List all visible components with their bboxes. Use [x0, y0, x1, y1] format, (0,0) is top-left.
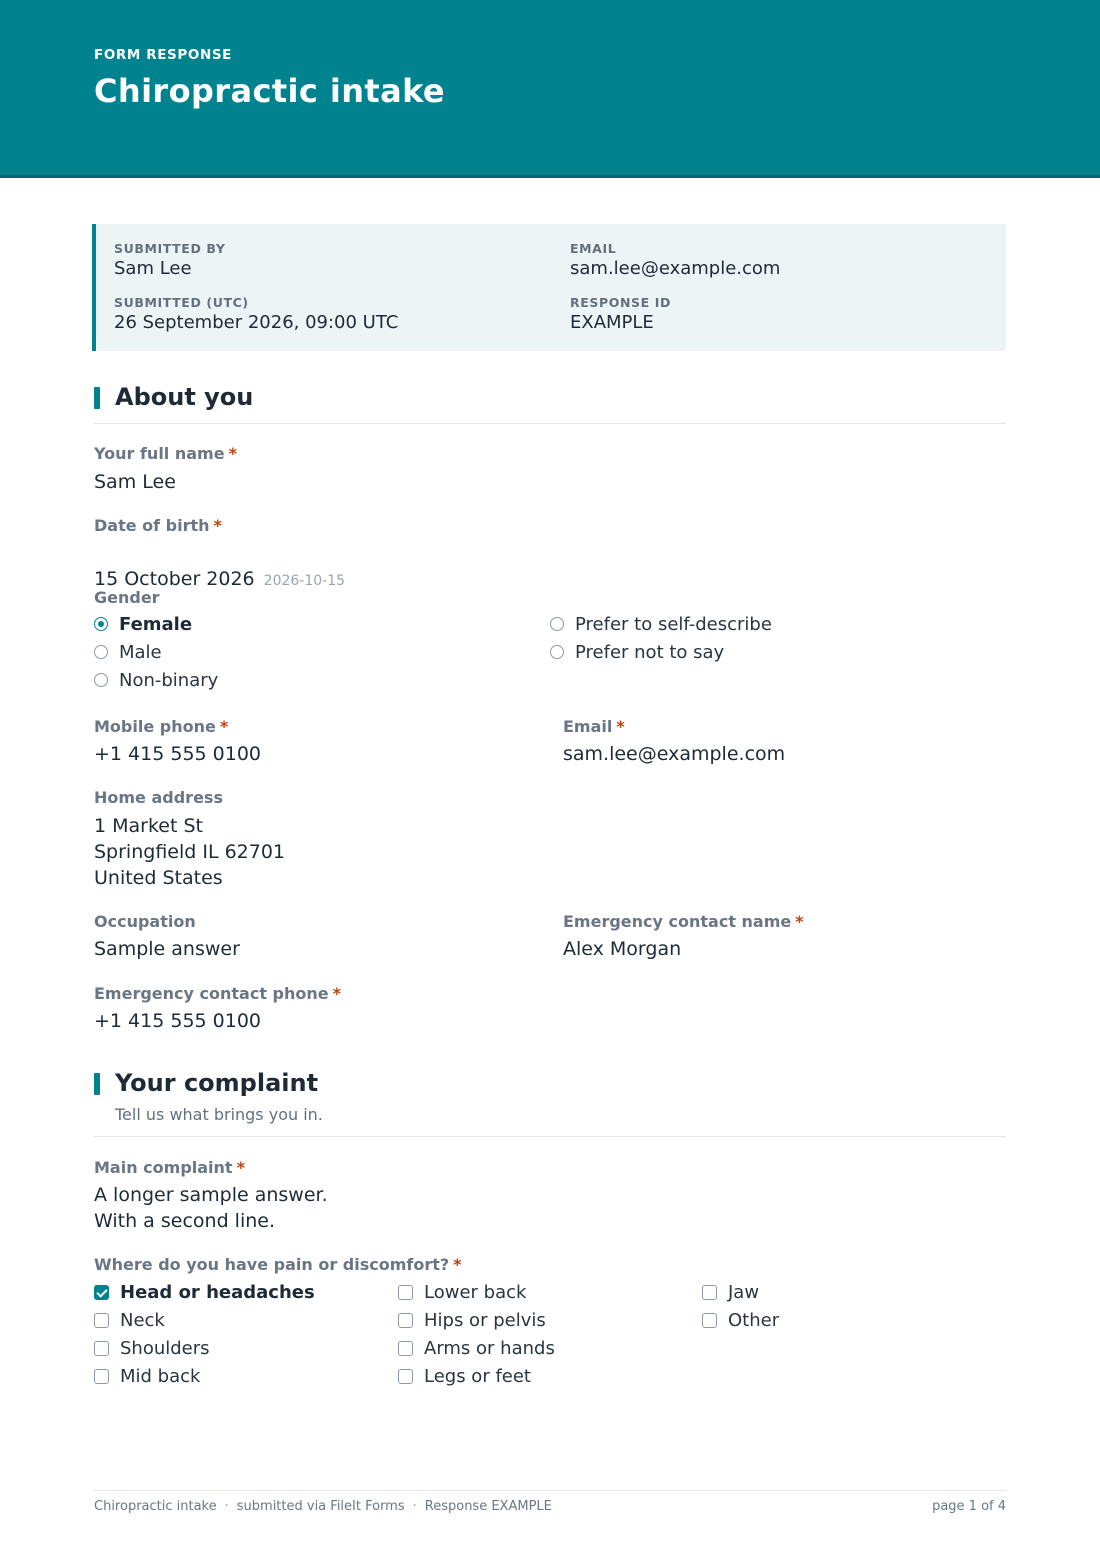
response-id-label: RESPONSE ID	[570, 295, 671, 310]
response-id	[570, 295, 671, 333]
required-marker: *	[616, 717, 625, 736]
checkbox-empty-icon	[702, 1285, 717, 1300]
footer-response: Response EXAMPLE	[424, 1499, 552, 1514]
submitted-utc	[114, 295, 398, 333]
form-header	[0, 0, 1100, 178]
footer-form-name: Chiropractic intake	[94, 1499, 217, 1514]
option-label: Neck	[120, 1309, 165, 1331]
answer-emergency-contact-phone: +1 415 555 0100	[94, 1010, 262, 1032]
checkbox-empty-icon	[94, 1313, 109, 1328]
checkbox-empty-icon	[398, 1369, 413, 1384]
required-marker: *	[795, 912, 804, 931]
gender-option-male	[94, 640, 162, 664]
question-label: Main complaint	[94, 1158, 233, 1177]
option-label: Other	[728, 1309, 780, 1331]
question-label: Emergency contact name	[563, 912, 792, 931]
section-accent-bar	[94, 387, 100, 409]
pain-option-other	[702, 1308, 779, 1332]
answer-emergency-contact-name: Alex Morgan	[563, 938, 682, 960]
radio-empty-icon	[550, 645, 564, 659]
question-occupation: Occupation	[94, 912, 196, 931]
question-emergency-contact-name	[563, 912, 804, 931]
question-label: Date of birth	[94, 516, 210, 535]
option-label: Lower back	[424, 1281, 527, 1303]
checkbox-empty-icon	[94, 1341, 109, 1356]
question-label: Your full name	[94, 444, 225, 463]
radio-empty-icon	[94, 645, 108, 659]
footer-divider	[94, 1490, 1006, 1491]
footer-via: submitted via FileIt Forms	[236, 1499, 405, 1514]
option-label: Non-binary	[119, 669, 219, 691]
pain-option-hips	[398, 1308, 546, 1332]
question-main-complaint	[94, 1158, 245, 1177]
question-date-of-birth	[94, 516, 222, 535]
answer-home-address: 1 Market St Springfield IL 62701 United States	[94, 815, 286, 889]
question-pain-areas	[94, 1255, 462, 1274]
required-marker: *	[453, 1255, 462, 1274]
submitted-by-value: Sam Lee	[114, 258, 192, 279]
section-title-text: About you	[115, 383, 254, 411]
pain-option-legs	[398, 1364, 531, 1388]
radio-empty-icon	[94, 673, 108, 687]
email-value: sam.lee@example.com	[570, 258, 781, 279]
pain-option-mid-back	[94, 1364, 200, 1388]
gender-option-female	[94, 612, 192, 636]
radio-selected-icon	[94, 617, 108, 631]
checkbox-empty-icon	[398, 1313, 413, 1328]
checkbox-checked-icon	[94, 1285, 109, 1300]
checkbox-empty-icon	[398, 1341, 413, 1356]
question-full-name	[94, 444, 237, 463]
gender-option-self-describe	[550, 612, 772, 636]
date-of-birth-value: 15 October 2026	[94, 568, 255, 590]
section-title-about-you	[94, 383, 253, 411]
option-label: Hips or pelvis	[424, 1309, 546, 1331]
option-label: Jaw	[728, 1281, 760, 1303]
date-of-birth-iso: 2026-10-15	[263, 573, 346, 589]
footer-info	[94, 1499, 552, 1514]
option-label: Prefer not to say	[575, 641, 725, 663]
required-marker: *	[228, 444, 237, 463]
option-label: Legs or feet	[424, 1365, 531, 1387]
question-label: Where do you have pain or discomfort?	[94, 1255, 450, 1274]
submitted-utc-value: 26 September 2026, 09:00 UTC	[114, 312, 399, 333]
question-home-address: Home address	[94, 788, 223, 807]
question-label: Mobile phone	[94, 717, 216, 736]
submission-meta-card	[92, 224, 1006, 351]
form-title: Chiropractic intake	[94, 72, 445, 110]
required-marker: *	[219, 717, 229, 736]
question-emergency-contact-phone	[94, 984, 341, 1003]
option-label: Prefer to self-describe	[575, 613, 772, 635]
checkbox-empty-icon	[702, 1313, 717, 1328]
pain-option-arms	[398, 1336, 555, 1360]
section-divider	[94, 1136, 1006, 1137]
response-id-value: EXAMPLE	[570, 312, 654, 333]
question-mobile-phone	[94, 717, 228, 736]
section-accent-bar	[94, 1073, 100, 1095]
section-divider	[94, 423, 1006, 424]
header-kicker: FORM RESPONSE	[94, 47, 232, 63]
footer-page-number: page 1 of 4	[932, 1499, 1006, 1514]
email-label: EMAIL	[570, 241, 617, 256]
required-marker: *	[236, 1158, 245, 1177]
submitted-utc-label: SUBMITTED (UTC)	[114, 295, 249, 310]
option-label: Female	[119, 613, 193, 635]
answer-mobile-phone: +1 415 555 0100	[94, 743, 262, 765]
required-marker: *	[213, 516, 222, 535]
pain-option-shoulders	[94, 1336, 210, 1360]
pain-option-jaw	[702, 1280, 759, 1304]
pain-option-head	[94, 1280, 315, 1304]
checkbox-empty-icon	[94, 1369, 109, 1384]
option-label: Shoulders	[120, 1337, 210, 1359]
option-label: Head or headaches	[120, 1281, 315, 1303]
footer-separator: ·	[412, 1499, 417, 1514]
radio-empty-icon	[550, 617, 564, 631]
checkbox-empty-icon	[398, 1285, 413, 1300]
gender-option-prefer-not	[550, 640, 724, 664]
section-title-your-complaint	[94, 1069, 318, 1097]
question-gender: Gender	[94, 588, 160, 607]
option-label: Male	[119, 641, 162, 663]
section-title-text: Your complaint	[115, 1069, 319, 1097]
question-email	[563, 717, 625, 736]
option-label: Mid back	[120, 1365, 201, 1387]
submitted-by	[114, 241, 225, 279]
question-label: Email	[563, 717, 613, 736]
required-marker: *	[332, 984, 341, 1003]
gender-option-non-binary	[94, 668, 218, 692]
answer-occupation: Sample answer	[94, 938, 240, 960]
submitter-email	[570, 241, 780, 279]
pain-option-lower-back	[398, 1280, 526, 1304]
answer-date-of-birth	[94, 540, 345, 594]
footer-separator: ·	[224, 1499, 229, 1514]
pain-option-neck	[94, 1308, 165, 1332]
answer-email: sam.lee@example.com	[563, 743, 786, 765]
question-label: Emergency contact phone	[94, 984, 329, 1003]
answer-main-complaint: A longer sample answer. With a second line.	[94, 1184, 328, 1232]
section-subtitle: Tell us what brings you in.	[115, 1105, 323, 1124]
answer-full-name: Sam Lee	[94, 471, 176, 493]
submitted-by-label: SUBMITTED BY	[114, 241, 226, 256]
option-label: Arms or hands	[424, 1337, 555, 1359]
